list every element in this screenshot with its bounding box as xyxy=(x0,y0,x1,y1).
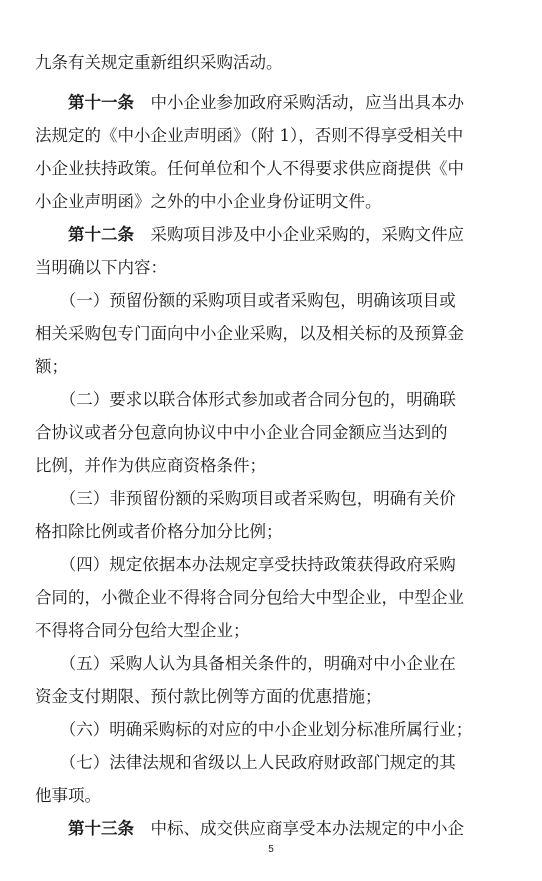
item-2-line-2 xyxy=(35,422,448,444)
line-text: 资金支付期限、预付款比例等方面的优惠措施； xyxy=(35,687,382,706)
item-4-line-3 xyxy=(35,620,250,642)
text-line-7 xyxy=(35,257,167,279)
line-text: 小企业声明函》之外的中小企业身份证明文件。 xyxy=(35,192,382,211)
page-number: 5 xyxy=(268,844,274,855)
line-text: （五）采购人认为具备相关条件的，明确对中小企业在 xyxy=(35,654,456,673)
line-text: 中小企业参加政府采购活动，应当出具本办 xyxy=(134,93,464,112)
line-text: 采购项目涉及中小企业采购的，采购文件应 xyxy=(134,225,464,244)
line-text: 格扣除比例或者价格分加分比例； xyxy=(35,522,283,541)
article-13-heading-line xyxy=(35,818,464,840)
line-text: （三）非预留份额的采购项目或者采购包，明确有关价 xyxy=(35,489,456,508)
item-5-line-2 xyxy=(35,686,382,708)
line-text: 他事项。 xyxy=(35,786,101,805)
item-7-line-2 xyxy=(35,785,101,807)
text-line-1 xyxy=(35,52,283,74)
item-4-line-2 xyxy=(35,587,464,609)
line-text: （二）要求以联合体形式参加或者合同分包的，明确联 xyxy=(35,390,456,409)
article-12-heading-line xyxy=(35,224,464,246)
item-5-line-1 xyxy=(35,653,456,675)
article-11-label: 第十一条 xyxy=(68,93,134,112)
line-text: （一）预留份额的采购项目或者采购包，明确该项目或 xyxy=(35,291,456,310)
item-3-line-2 xyxy=(35,521,283,543)
article-13-label: 第十三条 xyxy=(68,819,134,838)
line-text: 不得将合同分包给大型企业； xyxy=(35,621,250,640)
line-text: （四）规定依据本办法规定享受扶持政策获得政府采购 xyxy=(35,555,456,574)
text-line-4 xyxy=(35,158,464,180)
item-1-line-3 xyxy=(35,356,68,378)
line-text: 合协议或者分包意向协议中中小企业合同金额应当达到的 xyxy=(35,423,448,442)
item-7-line-1 xyxy=(35,752,456,774)
line-text: （六）明确采购标的对应的中小企业划分标准所属行业； xyxy=(35,720,473,739)
line-text: 小企业扶持政策。任何单位和个人不得要求供应商提供《中 xyxy=(35,159,464,178)
text-line-5 xyxy=(35,191,382,213)
text-line-3 xyxy=(35,125,463,147)
item-1-line-2 xyxy=(35,323,464,345)
item-3-line-1 xyxy=(35,488,456,510)
item-2-line-1 xyxy=(35,389,456,411)
line-text: 当明确以下内容： xyxy=(35,258,167,277)
item-4-line-1 xyxy=(35,554,456,576)
line-text: 合同的，小微企业不得将合同分包给大中型企业，中型企业 xyxy=(35,588,464,607)
item-2-line-3 xyxy=(35,455,266,477)
line-text: 比例，并作为供应商资格条件； xyxy=(35,456,266,475)
line-text: 九条有关规定重新组织采购活动。 xyxy=(35,53,283,72)
line-text: 法规定的《中小企业声明函》（附 1），否则不得享受相关中 xyxy=(35,126,464,145)
line-text: 额； xyxy=(35,357,68,376)
item-6-line-1 xyxy=(35,719,472,741)
article-11-heading-line xyxy=(35,92,464,114)
line-text: 中标、成交供应商享受本办法规定的中小企 xyxy=(134,819,464,838)
line-text: 相关采购包专门面向中小企业采购，以及相关标的及预算金 xyxy=(35,324,464,343)
line-text: （七）法律法规和省级以上人民政府财政部门规定的其 xyxy=(35,753,456,772)
article-12-label: 第十二条 xyxy=(68,225,134,244)
item-1-line-1 xyxy=(35,290,456,312)
